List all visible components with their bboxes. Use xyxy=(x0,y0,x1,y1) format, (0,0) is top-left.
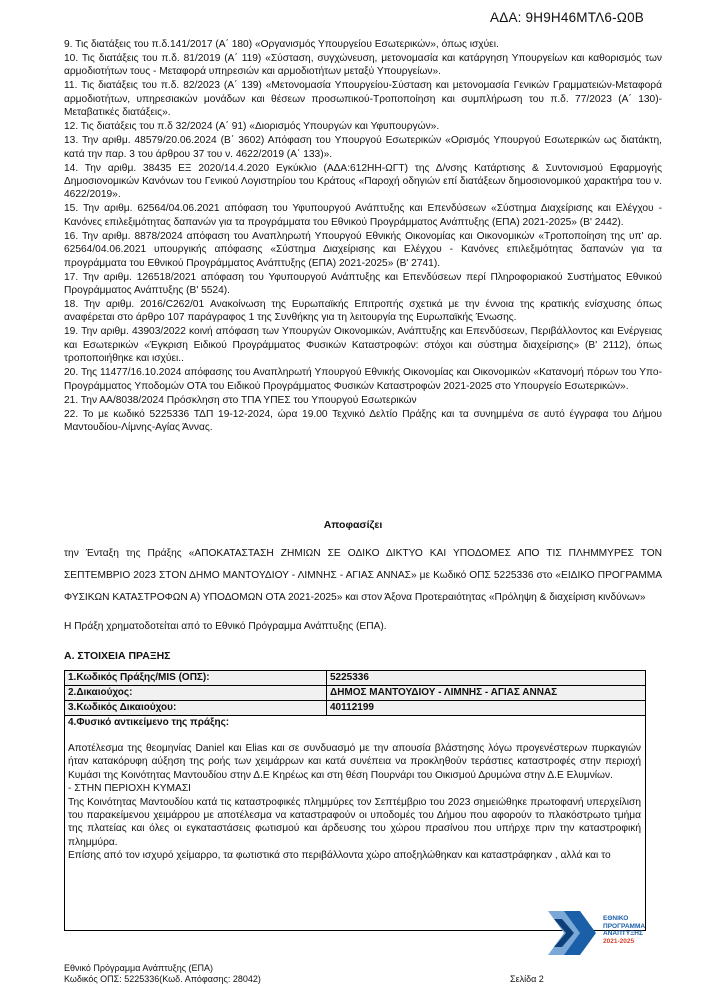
reference-item: 17. Την αριθμ. 126518/2021 απόφαση του Υφυπουργού Ανάπτυξης και Επενδύσεων περί Πληροφοριακού Συστήματος Εθνικού Προγράμματος Ανάπτυξης (Β' 5524). xyxy=(64,271,662,297)
description-paragraph: Αποτέλεσμα της θεομηνίας Daniel και Elias και σε συνδυασμό με την απουσία βλάστησης λόγω προγενέστερων πυρκαγιών ήταν κατακόρυφη αύξηση της ροής των χειμάρρων και κατά συνέπεια να προκληθούν τεράστιες καταστροφές στην περιοχή Κυμάσι της Κοινότητας Μαντουδίου στην Δ.Ε Κηρέως και στη θέση Πουρνάρι του Οικισμού Δρυμώνα στην Δ.Ε Ελυμνίων. xyxy=(68,743,641,781)
row-value: 5225336 xyxy=(330,672,369,683)
funding-statement: Η Πράξη χρηματοδοτείται από το Εθνικό Πρόγραμμα Ανάπτυξης (ΕΠΑ). xyxy=(64,621,387,632)
logo-years: 2021-2025 xyxy=(603,937,635,945)
table-row xyxy=(65,671,645,686)
references-list xyxy=(64,38,662,435)
reference-item: 18. Την αριθμ. 2016/C262/01 Ανακοίνωση της Ευρωπαϊκής Επιτροπής σχετικά με την έννοια της κρατικής ενίσχυσης όπως αναφέρεται στο άρθρο 107 παράγραφος 1 της Συνθήκης για τη λειτουργία της Ευρωπαϊκής Ένωσης. xyxy=(64,299,662,324)
reference-item: 13. Την αριθμ. 48579/20.06.2024 (Β΄ 3602) Απόφαση του Υπουργού Εσωτερικών «Ορισμός Υπουργού Εσωτερικών ως διατάκτη, κατά την παρ. 3 του άρθρου 37 του ν. 4622/2019 (Α΄ 133)». xyxy=(64,135,662,160)
row-label: 2.Δικαιούχος: xyxy=(65,686,327,700)
description-paragraph: - ΣΤΗΝ ΠΕΡΙΟΧΗ ΚΥΜΑΣΙ xyxy=(68,783,191,795)
reference-item: 9. Τις διατάξεις του π.δ.141/2017 (Α΄ 180) «Οργανισμός Υπουργείου Εσωτερικών», όπως ισχύει. xyxy=(64,39,499,50)
reference-item: 14. Την αριθμ. 38435 ΕΞ 2020/14.4.2020 Εγκύκλιο (ΑΔΑ:612ΗΗ-ΩΓΤ) της Δ/νσης Κατάρτισης & Συντονισμού Εφαρμογής Δημοσιονομικών Κανόνων του Γενικού Λογιστηρίου του Κράτους «Παροχή οδηγιών επί διατάξεων δημοσιονομικού χαρακτήρα του ν. 4622/2019». xyxy=(64,162,662,201)
row-label: 1.Κωδικός Πράξης/MIS (ΟΠΣ): xyxy=(65,671,327,685)
reference-item: 20. Της 11477/16.10.2024 απόφασης του Αναπληρωτή Υπουργού Εθνικής Οικονομίας και Οικονομικών «Κατανομή πόρων του Υπο-Προγράμματος Υποδομών ΟΤΑ του Ειδικού Προγράμματος Φυσικών Καταστροφών 2021-2025 στο Υπουργείο Εσωτερικών». xyxy=(64,367,662,392)
reference-item: 11. Τις διατάξεις του π.δ. 82/2023 (Α΄ 139) «Μετονομασία Υπουργείου-Σύσταση και μετονομασία Γενικών Γραμματειών-Μεταφορά αρμοδιοτήτων, υπηρεσιακών μονάδων και θέσεων προσωπικού-Τροποποίηση και συμπλήρωση του π.δ. 77/2023 (Α΄ 130)-Μεταβατικές διατάξεις». xyxy=(64,80,662,119)
row-label: 3.Κωδικός Δικαιούχου: xyxy=(65,701,327,715)
table-row xyxy=(65,701,645,716)
reference-item: 12. Τις διατάξεις του π.δ 32/2024 (Α΄ 91) «Διορισμός Υπουργών και Υφυπουργών». xyxy=(64,121,440,133)
description-paragraph: Επίσης από τον ισχυρό χείμαρρο, τα φωτιστικά στο περιβάλλοντα χώρο αποξηλώθηκαν και καταστράφηκαν , αλλά και το xyxy=(68,850,611,862)
decision-heading: Αποφασίζει xyxy=(323,519,383,531)
project-info-table xyxy=(64,670,646,931)
epa-logo xyxy=(544,905,674,961)
reference-item: 15. Την αριθμ. 62564/04.06.2021 απόφαση του Υφυπουργού Ανάπτυξης και Επενδύσεων «Σύστημα Διαχείρισης και Ελέγχου - Κανόνες επιλεξιμότητας δαπανών για τα προγράμματα του Εθνικού Προγράμματος Ανάπτυξης (ΕΠΑ) 2021-2025» (Β' 2442). xyxy=(64,203,662,228)
reference-item: 19. Την αριθμ. 43903/2022 κοινή απόφαση των Υπουργών Οικονομικών, Ανάπτυξης και Επενδύσεων, Περιβάλλοντος και Ενέργειας και Εσωτερικών «Έγκριση Ειδικού Προγράμματος Φυσικών Καταστροφών: στόχοι και σύστημα διαχείρισης» (Β' 2112), όπως τροποποιήθηκε και ισχύει.. xyxy=(64,326,662,365)
epa-chevrons-icon xyxy=(544,905,604,961)
logo-line: ΑΝΑΠΤΥΞΗΣ xyxy=(603,930,643,937)
row-value: ΔΗΜΟΣ ΜΑΝΤΟΥΔΙΟΥ - ΛΙΜΝΗΣ - ΑΓΙΑΣ ΑΝΝΑΣ xyxy=(330,687,558,698)
logo-line: ΠΡΟΓΡΑΜΜΑ xyxy=(603,922,646,930)
row-value: 40112199 xyxy=(330,702,374,713)
logo-line: ΕΘΝΙΚΟ xyxy=(603,915,629,922)
section-a-heading: Α. ΣΤΟΙΧΕΙΑ ΠΡΑΞΗΣ xyxy=(64,650,171,662)
footer-code: Κωδικός ΟΠΣ: 5225336(Κωδ. Απόφασης: 28042) xyxy=(64,974,261,984)
physical-object-description xyxy=(65,730,645,930)
physical-object-label: 4.Φυσικό αντικείμενο της πράξης: xyxy=(68,717,230,728)
description-paragraph: Της Κοινότητας Μαντουδίου κατά τις καταστροφικές πλημμύρες τον Σεπτέμβριο του 2023 σημειώθηκε πρωτοφανή υπερχείλιση του παρακείμενου χειμάρρου με αποτέλεσμα να καταστραφούν οι υποδομές του Δήμου που αφορούν το πλακόστρωτο τμήμα της πλατείας και όλες οι εγκαταστάσεις φωτισμού και άρδευσης του χώρου πρασίνου που υπήρχε πριν την καταστροφική πλημμύρα. xyxy=(68,796,641,848)
reference-item: 21. Την ΑΑ/8038/2024 Πρόσκληση στο ΤΠΑ ΥΠΕΣ του Υπουργού Εσωτερικών xyxy=(64,394,417,406)
decision-text: την Ένταξη της Πράξης «ΑΠΟΚΑΤΑΣΤΑΣΗ ΖΗΜΙΩΝ ΣΕ ΟΔΙΚΟ ΔΙΚΤΥΟ ΚΑΙ ΥΠΟΔΟΜΕΣ ΑΠΟ ΤΙΣ ΠΛΗΜΜΥΡΕΣ ΤΟΝ ΣΕΠΤΕΜΒΡΙΟ 2023 ΣΤΟΝ ΔΗΜΟ ΜΑΝΤΟΥΔΙΟΥ - ΛΙΜΝΗΣ - ΑΓΙΑΣ ΑΝΝΑΣ» με Κωδικό ΟΠΣ 5225336 στο «ΕΙΔΙΚΟ ΠΡΟΓΡΑΜΜΑ ΦΥΣΙΚΩΝ ΚΑΤΑΣΤΡΟΦΩΝ Α) ΥΠΟΔΟΜΩΝ ΟΤΑ 2021-2025» και στον Άξονα Προτεραιότητας «Πρόληψη & διαχείριση κινδύνων» xyxy=(64,548,662,603)
footer-program: Εθνικό Πρόγραμμα Ανάπτυξης (ΕΠΑ) xyxy=(64,963,214,973)
page-number: Σελίδα 2 xyxy=(510,974,544,984)
ada-code: ΑΔΑ: 9Η9Η46ΜΤΛ6-Ω0Β xyxy=(490,10,644,25)
epa-logo-text xyxy=(603,915,645,945)
reference-item: 22. Το με κωδικό 5225336 ΤΔΠ 19-12-2024, ώρα 19.00 Τεχνικό Δελτίο Πράξης και τα συνημμένα σε αυτό έγγραφα του Δήμου Μαντουδίου-Λίμνης-Αγίας Άννας. xyxy=(64,408,662,434)
reference-item: 16. Την αριθμ. 8878/2024 απόφαση του Αναπληρωτή Υπουργού Εθνικής Οικονομίας και Οικονομικών «Τροποποίηση της υπ' αρ. 62564/04.06.2021 υπουργικής απόφασης «Σύστημα Διαχείρισης και Ελέγχου - Κανόνες επιλεξιμότητας δαπανών για τα προγράμματα του Εθνικού Προγράμματος Ανάπτυξης (ΕΠΑ) 2021-2025» (Β' 2741). xyxy=(64,230,662,269)
reference-item: 10. Τις διατάξεις του π.δ. 81/2019 (Α΄ 119) «Σύσταση, συγχώνευση, μετονομασία και κατάργηση Υπουργείων και καθορισμός των αρμοδιοτήτων τους - Μεταφορά υπηρεσιών και αρμοδιοτήτων μεταξύ Υπουργείων». xyxy=(64,53,662,78)
table-row xyxy=(65,686,645,701)
